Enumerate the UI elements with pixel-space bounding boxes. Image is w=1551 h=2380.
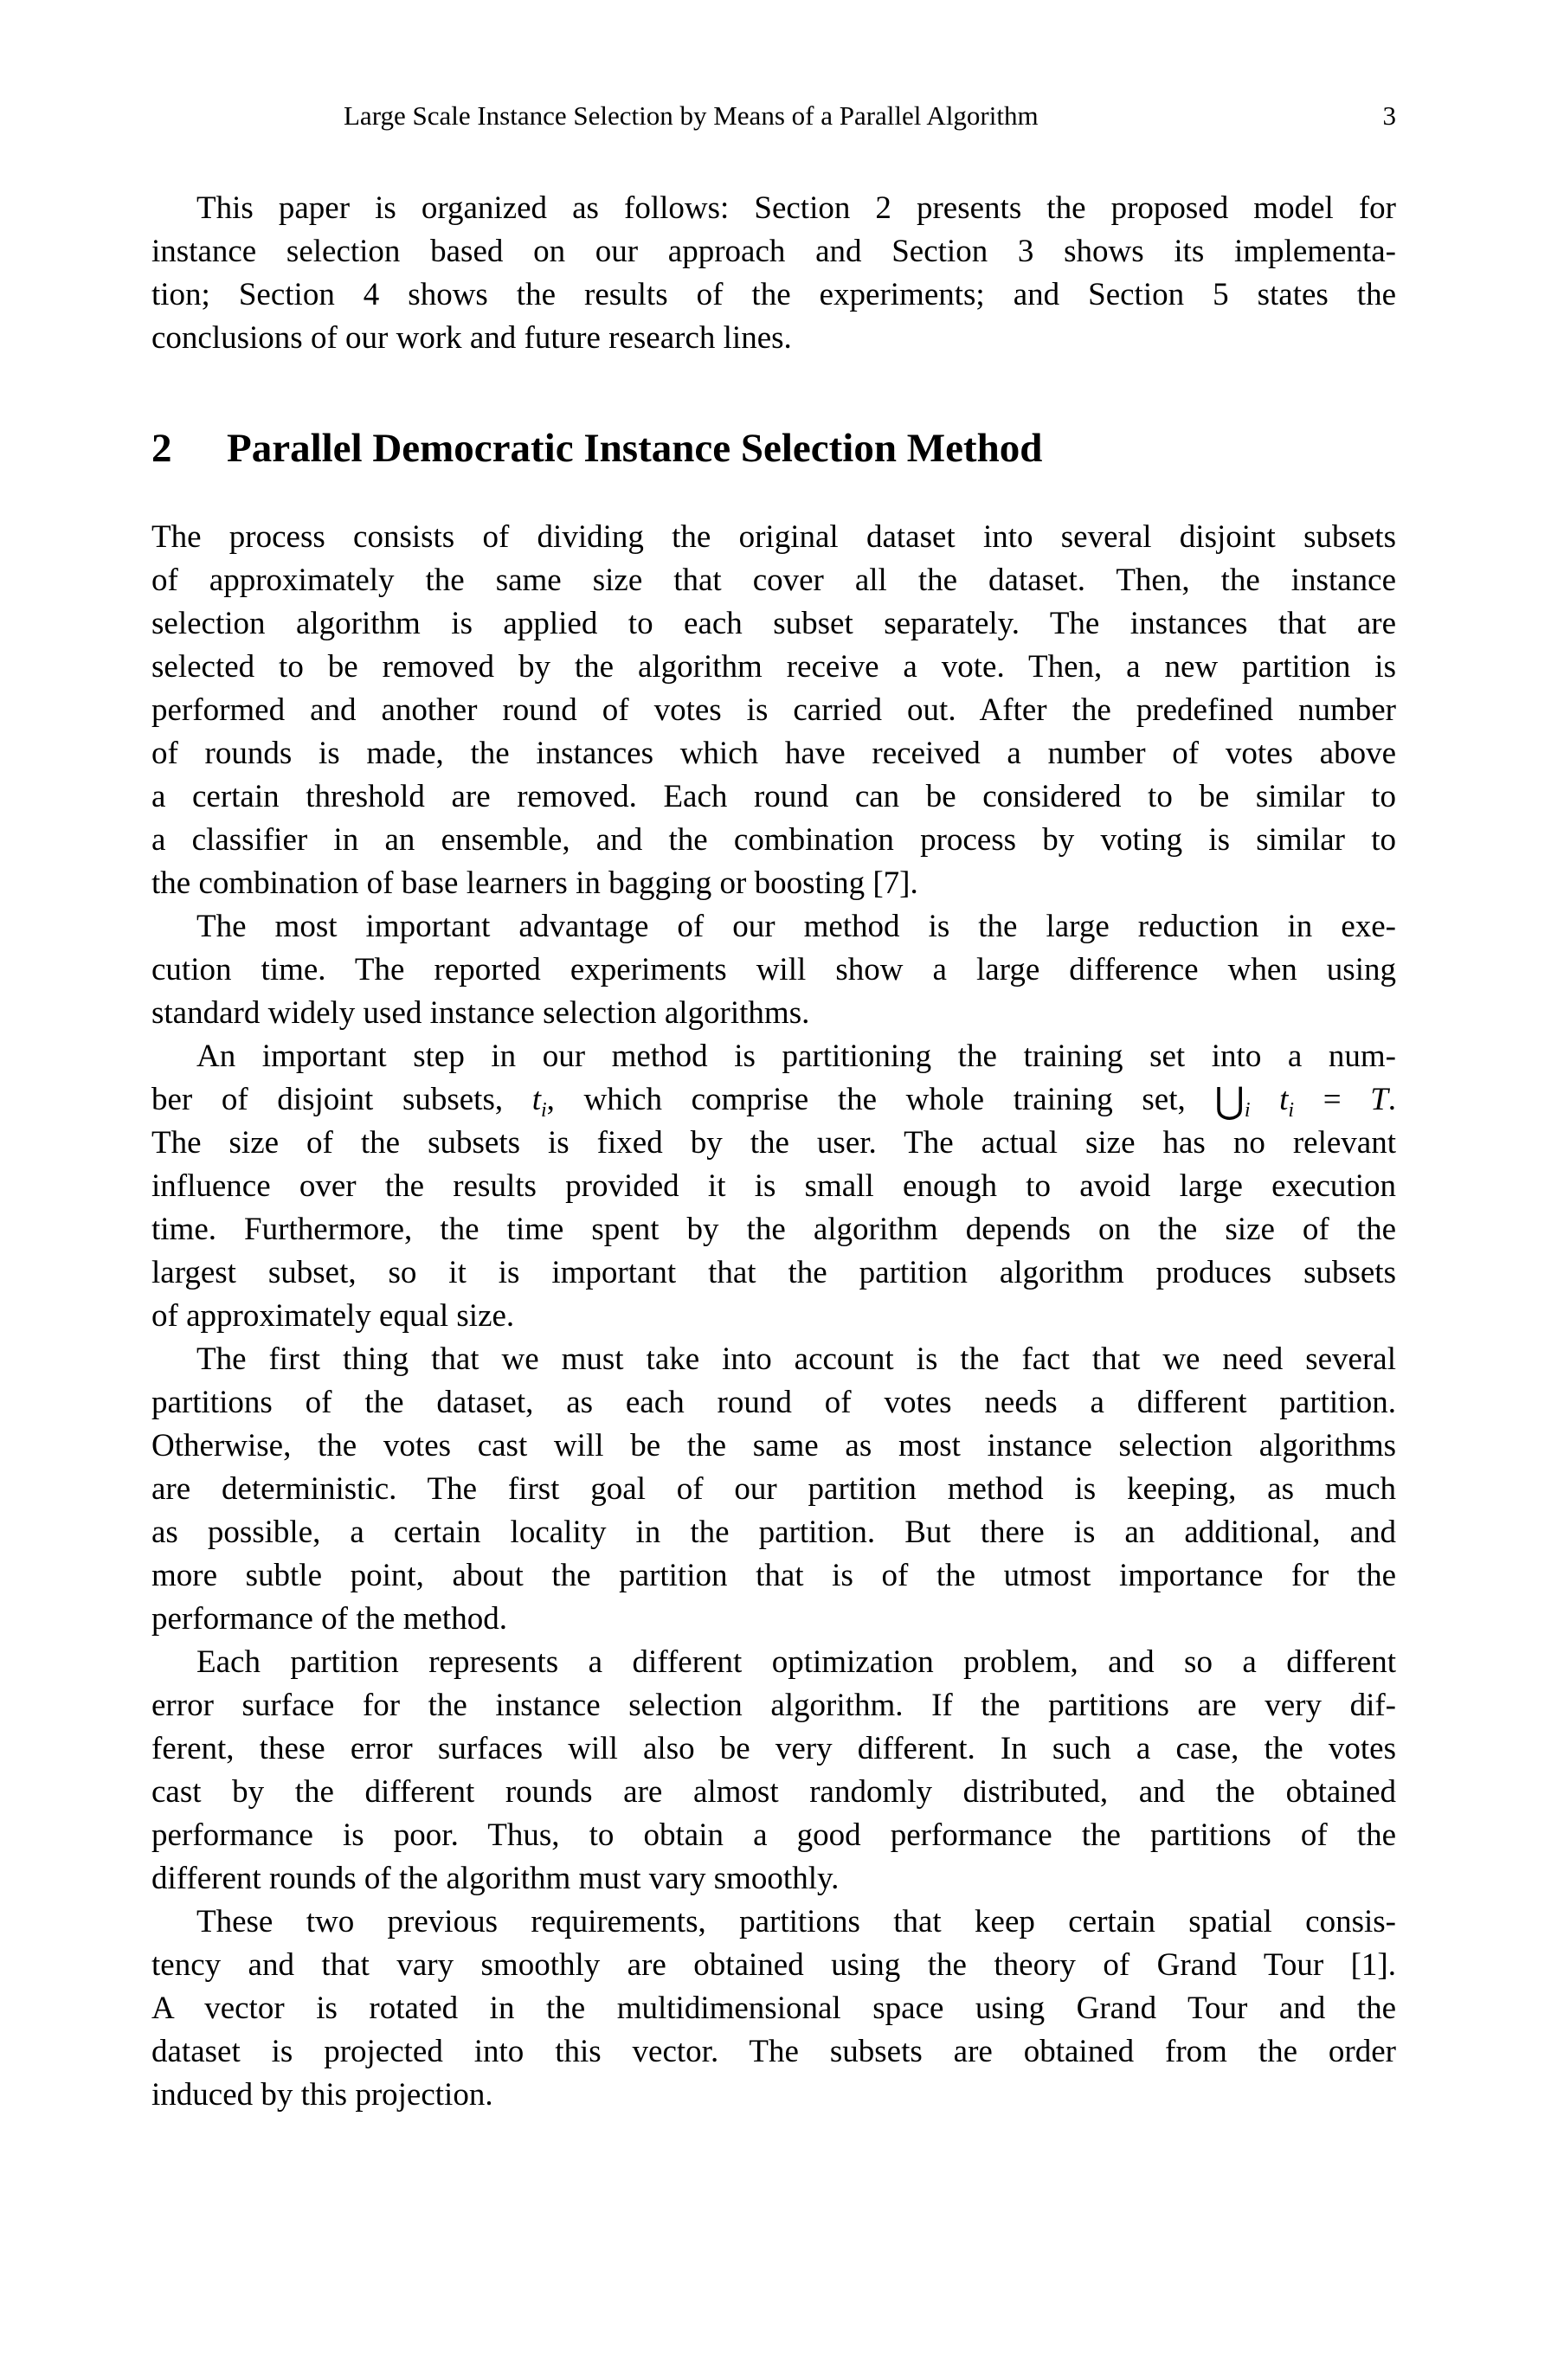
text-line: influence over the results provided it is small enough to avoid large execution bbox=[151, 1168, 1396, 1204]
text-line: Otherwise, the votes cast will be the same as most instance selection algorithms bbox=[151, 1428, 1396, 1463]
text-line: selection algorithm is applied to each subset separately. The instances that are bbox=[151, 606, 1396, 641]
union-symbol: ⋃ bbox=[1214, 1082, 1245, 1122]
text-line: These two previous requirements, partitions that keep certain spatial consis- bbox=[196, 1904, 1396, 1939]
math-text-line bbox=[151, 1078, 1396, 1122]
text-line: Each partition represents a different optimization problem, and so a different bbox=[196, 1644, 1396, 1680]
text-line: a certain threshold are removed. Each round can be considered to be similar to bbox=[151, 779, 1396, 814]
text-line: selected to be removed by the algorithm receive a vote. Then, a new partition is bbox=[151, 649, 1396, 685]
text-line: are deterministic. The first goal of our partition method is keeping, as much bbox=[151, 1471, 1396, 1507]
text-line: ferent, these error surfaces will also be very different. In such a case, the votes bbox=[151, 1731, 1396, 1766]
text-line: performance of the method. bbox=[151, 1601, 507, 1637]
text-line: different rounds of the algorithm must vary smoothly. bbox=[151, 1861, 840, 1896]
running-head-title: Large Scale Instance Selection by Means of a Parallel Algorithm bbox=[344, 100, 1039, 131]
section-title: Parallel Democratic Instance Selection Method bbox=[227, 426, 1043, 471]
text-fragment: , which comprise the whole training set, bbox=[546, 1082, 1215, 1117]
text-line: An important step in our method is partitioning the training set into a num- bbox=[196, 1039, 1396, 1074]
text-line: instance selection based on our approach and Section 3 shows its implementa- bbox=[151, 234, 1396, 269]
text-line: largest subset, so it is important that the partition algorithm produces subsets bbox=[151, 1255, 1396, 1290]
text-line: of rounds is made, the instances which have received a number of votes above bbox=[151, 736, 1396, 771]
text-line: conclusions of our work and future research lines. bbox=[151, 320, 792, 356]
math-variable: t bbox=[531, 1082, 541, 1117]
text-line: This paper is organized as follows: Section 2 presents the proposed model for bbox=[196, 190, 1396, 226]
text-line: standard widely used instance selection algorithms. bbox=[151, 995, 810, 1031]
running-head bbox=[344, 97, 1396, 135]
text-line: cast by the different rounds are almost randomly distributed, and the obtained bbox=[151, 1774, 1396, 1810]
text-line: time. Furthermore, the time spent by the algorithm depends on the size of the bbox=[151, 1212, 1396, 1247]
text-line: tency and that vary smoothly are obtained using the theory of Grand Tour [1]. bbox=[151, 1947, 1396, 1983]
text-line: cution time. The reported experiments will show a large difference when using bbox=[151, 952, 1396, 987]
text-line: the combination of base learners in bagging or boosting [7]. bbox=[151, 865, 918, 901]
equals-sign: = bbox=[1294, 1082, 1371, 1117]
math-subscript: i bbox=[1288, 1099, 1295, 1122]
text-fragment: . bbox=[1387, 1082, 1397, 1117]
text-line: performed and another round of votes is carried out. After the predefined number bbox=[151, 692, 1396, 728]
text-line: tion; Section 4 shows the results of the experiments; and Section 5 states the bbox=[151, 277, 1396, 312]
text-line: of approximately equal size. bbox=[151, 1298, 515, 1334]
math-variable: T bbox=[1370, 1082, 1388, 1117]
text-line: error surface for the instance selection algorithm. If the partitions are very dif- bbox=[151, 1688, 1396, 1723]
text-line: a classifier in an ensemble, and the combination process by voting is similar to bbox=[151, 822, 1396, 858]
text-fragment: ber of disjoint subsets, bbox=[151, 1082, 532, 1117]
text-line: The size of the subsets is fixed by the user. The actual size has no relevant bbox=[151, 1125, 1396, 1161]
section-heading bbox=[151, 422, 1042, 474]
text-line: The process consists of dividing the original dataset into several disjoint subsets bbox=[151, 519, 1396, 555]
text-line: dataset is projected into this vector. The subsets are obtained from the order bbox=[151, 2034, 1396, 2069]
text-line: induced by this projection. bbox=[151, 2077, 493, 2113]
text-line: The most important advantage of our method is the large reduction in exe- bbox=[196, 909, 1396, 944]
text-line: A vector is rotated in the multidimensional space using Grand Tour and the bbox=[151, 1991, 1396, 2026]
math-variable: t bbox=[1279, 1082, 1289, 1117]
page-number: 3 bbox=[1382, 100, 1396, 131]
text-line: of approximately the same size that cover all the dataset. Then, the instance bbox=[151, 563, 1396, 598]
text-line: more subtle point, about the partition that is of the utmost importance for the bbox=[151, 1558, 1396, 1593]
text-line: as possible, a certain locality in the partition. But there is an additional, and bbox=[151, 1515, 1396, 1550]
math-subscript: i bbox=[1244, 1099, 1251, 1122]
text-line: performance is poor. Thus, to obtain a good performance the partitions of the bbox=[151, 1817, 1396, 1853]
text-line: The first thing that we must take into account is the fact that we need several bbox=[196, 1341, 1396, 1377]
math-subscript: i bbox=[541, 1099, 547, 1122]
section-number: 2 bbox=[151, 426, 172, 471]
text-line: partitions of the dataset, as each round of votes needs a different partition. bbox=[151, 1385, 1396, 1420]
